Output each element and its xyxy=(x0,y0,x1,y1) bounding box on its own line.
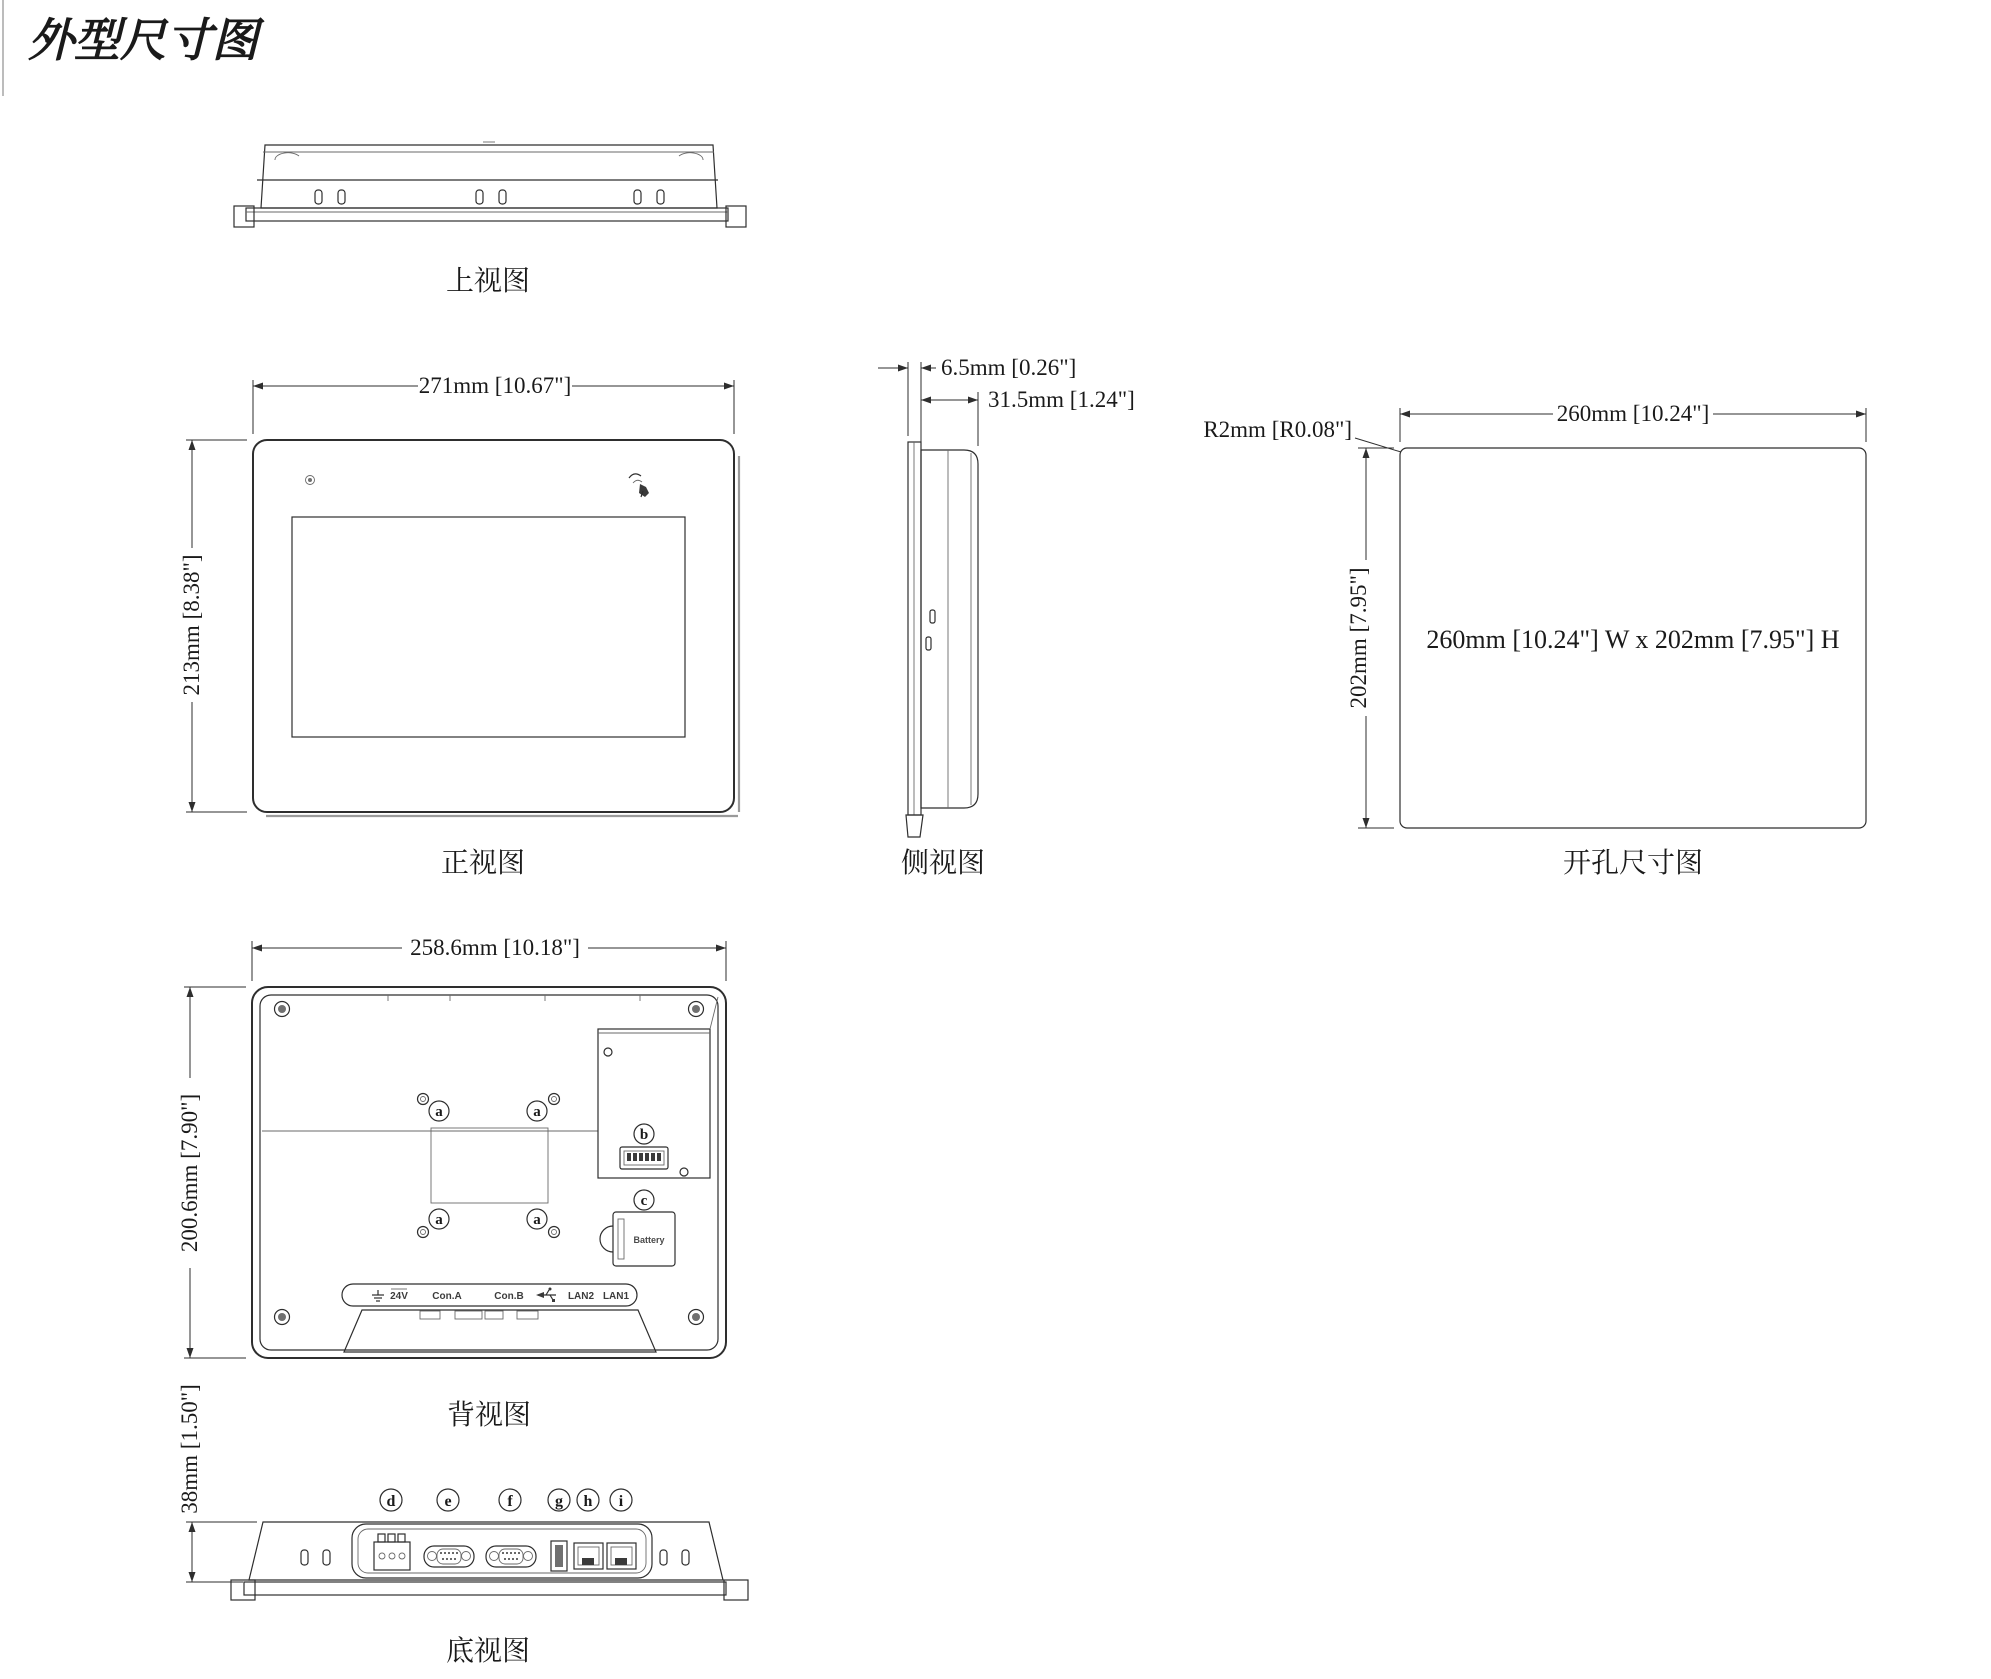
recessed-panel xyxy=(598,997,718,1178)
front-height-dimension xyxy=(179,440,247,812)
callout-e xyxy=(437,1489,459,1511)
cutout-view xyxy=(1203,401,1866,879)
battery-label: Battery xyxy=(633,1235,665,1245)
top-view xyxy=(234,142,746,297)
side-view-label: 侧视图 xyxy=(900,848,986,879)
corner-latch-right xyxy=(679,153,703,160)
cutout-size-text: 260mm [10.24"] W x 202mm [7.95"] H xyxy=(1426,625,1840,654)
svg-text:g: g xyxy=(555,1493,563,1510)
corner-screws xyxy=(275,1002,704,1325)
rear-height-dimension xyxy=(177,987,246,1358)
corner-latch-left xyxy=(275,153,299,160)
callout-b xyxy=(634,1124,654,1144)
svg-text:e: e xyxy=(444,1493,452,1510)
power-label: 24V xyxy=(390,1291,408,1302)
con-a-label: Con.A xyxy=(432,1291,462,1302)
side-bezel-dim-text: 6.5mm [0.26"] xyxy=(941,355,1077,380)
com-port-a xyxy=(424,1546,474,1567)
com-port-b xyxy=(486,1546,536,1567)
cutout-width-dim-text: 260mm [10.24"] xyxy=(1556,401,1710,426)
svg-text:a: a xyxy=(533,1104,541,1120)
front-width-dimension xyxy=(253,373,734,434)
lan2-port xyxy=(574,1543,603,1569)
callout-i xyxy=(610,1489,632,1511)
battery-compartment xyxy=(600,1190,675,1266)
front-view-label: 正视图 xyxy=(440,848,526,879)
touch-icon xyxy=(629,474,649,497)
svg-text:f: f xyxy=(507,1493,513,1510)
side-depth-dimension xyxy=(921,387,1135,446)
page-title: 外型尺寸图 xyxy=(28,13,258,67)
side-depth-dim-text: 31.5mm [1.24"] xyxy=(988,387,1135,412)
svg-text:c: c xyxy=(640,1193,648,1209)
usb-port xyxy=(551,1541,567,1571)
ground-icon xyxy=(372,1290,384,1301)
rear-width-dim-text: 258.6mm [10.18"] xyxy=(410,935,580,960)
usb-icon xyxy=(536,1288,556,1303)
callout-a-4 xyxy=(527,1209,547,1229)
cutout-width-dimension xyxy=(1400,401,1866,442)
screen-area xyxy=(292,517,685,737)
rear-view-label: 背视图 xyxy=(446,1400,532,1431)
bottom-height-dim-text: 38mm [1.50"] xyxy=(177,1384,202,1514)
callout-g xyxy=(548,1489,570,1511)
cutout-radius-text: R2mm [R0.08"] xyxy=(1203,417,1352,442)
svg-text:a: a xyxy=(533,1212,541,1228)
led-indicator xyxy=(306,476,315,485)
lan1-label: LAN1 xyxy=(602,1291,630,1302)
cutout-view-label: 开孔尺寸图 xyxy=(1562,848,1704,879)
front-view xyxy=(179,373,739,879)
front-bezel-edge xyxy=(246,208,728,221)
svg-text:a: a xyxy=(435,1212,443,1228)
rear-height-dim-text: 200.6mm [7.90"] xyxy=(177,1093,202,1253)
svg-text:d: d xyxy=(386,1493,396,1510)
svg-text:a: a xyxy=(435,1104,443,1120)
front-height-dim-text: 213mm [8.38"] xyxy=(179,554,204,696)
bottom-view-label: 底视图 xyxy=(445,1636,531,1667)
power-terminal xyxy=(374,1534,410,1570)
con-b-label: Con.B xyxy=(494,1291,524,1302)
vent-slots-top xyxy=(315,190,664,204)
dip-switch xyxy=(620,1147,668,1169)
side-body xyxy=(921,450,978,808)
lan1-port xyxy=(607,1543,636,1569)
bottom-height-dimension xyxy=(177,1384,257,1582)
cutout-height-dim-text: 202mm [7.95"] xyxy=(1346,567,1371,709)
side-bezel-plate xyxy=(908,442,921,815)
callout-h xyxy=(577,1489,599,1511)
svg-text:b: b xyxy=(639,1127,649,1143)
top-view-label: 上视图 xyxy=(445,266,531,297)
callout-a-3 xyxy=(429,1209,449,1229)
rear-stand xyxy=(344,1310,656,1352)
vesa-mount xyxy=(418,1094,560,1238)
bottom-bezel-edge xyxy=(244,1582,726,1595)
rear-housing xyxy=(252,987,726,1358)
svg-text:h: h xyxy=(583,1493,593,1510)
cutout-radius-callout xyxy=(1203,417,1401,452)
callout-f xyxy=(499,1489,521,1511)
callout-a-1 xyxy=(429,1101,449,1121)
rear-width-dimension xyxy=(252,935,726,981)
connector-label-strip xyxy=(342,1284,637,1306)
callout-c xyxy=(634,1190,654,1210)
callout-a-2 xyxy=(527,1101,547,1121)
cutout-height-dimension xyxy=(1346,448,1394,828)
side-view xyxy=(878,355,1135,879)
svg-text:i: i xyxy=(618,1493,624,1510)
lan2-label: LAN2 xyxy=(567,1291,595,1302)
rear-view xyxy=(177,935,726,1431)
front-width-dim-text: 271mm [10.67"] xyxy=(418,373,572,398)
front-bezel xyxy=(253,440,734,812)
callout-d xyxy=(380,1489,402,1511)
